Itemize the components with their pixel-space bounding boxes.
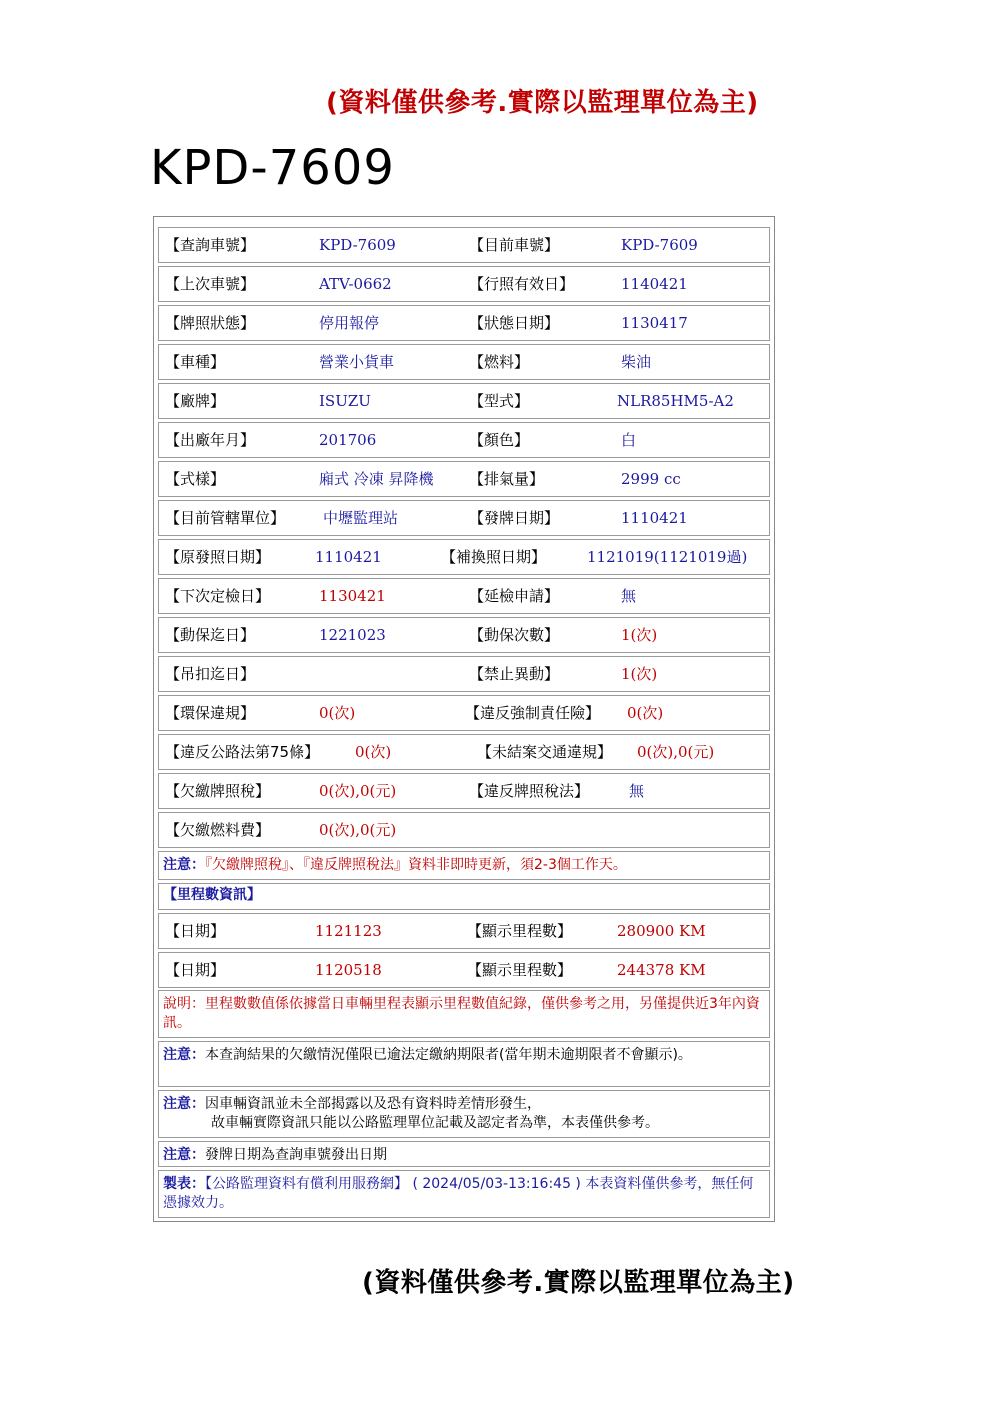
field-value: 停用報停 bbox=[319, 314, 380, 332]
field-label: 【動保迄日】 bbox=[165, 626, 256, 644]
field-value: 0(次),0(元) bbox=[637, 743, 715, 761]
field-value: 營業小貨車 bbox=[319, 353, 395, 371]
field-label: 【違反公路法第75條】 bbox=[165, 743, 320, 761]
mileage-section-header bbox=[158, 883, 770, 910]
field-value: 1121019(1121019過) bbox=[587, 548, 748, 566]
field-value: 0(次) bbox=[319, 704, 356, 722]
field-label: 【查詢車號】 bbox=[165, 236, 256, 254]
field-value: 廂式 冷凍 昇降機 bbox=[319, 470, 434, 488]
field-label: 【違反強制責任險】 bbox=[465, 704, 601, 722]
note-head: 注意： bbox=[163, 1147, 205, 1163]
field-label: 【排氣量】 bbox=[469, 470, 545, 488]
field-value: 白 bbox=[621, 431, 637, 449]
field-label: 【顯示里程數】 bbox=[467, 961, 573, 979]
field-label: 【牌照狀態】 bbox=[165, 314, 256, 332]
field-value: 1130417 bbox=[621, 314, 688, 332]
table-row bbox=[158, 578, 770, 614]
field-label: 【未結案交通違規】 bbox=[477, 743, 613, 761]
footer-head: 製表： bbox=[163, 1176, 205, 1192]
note-body: 『欠繳牌照稅』、『違反牌照稅法』資料非即時更新，須2-3個工作天。 bbox=[205, 857, 627, 873]
field-value: 1(次) bbox=[621, 665, 658, 683]
field-value: 1221023 bbox=[319, 626, 386, 644]
field-value: 柴油 bbox=[621, 353, 652, 371]
top-disclaimer: (資料僅供參考.實際以監理單位為主) bbox=[326, 88, 759, 118]
field-label: 【補換照日期】 bbox=[441, 548, 547, 566]
field-value: KPD-7609 bbox=[621, 236, 698, 254]
field-value: 1121123 bbox=[315, 922, 382, 940]
note-head: 注意： bbox=[163, 1047, 205, 1063]
field-label: 【上次車號】 bbox=[165, 275, 256, 293]
field-label: 【禁止異動】 bbox=[469, 665, 560, 683]
field-value: ATV-0662 bbox=[319, 275, 392, 293]
bottom-disclaimer: (資料僅供參考.實際以監理單位為主) bbox=[362, 1268, 795, 1298]
field-label: 【車種】 bbox=[165, 353, 226, 371]
field-label: 【行照有效日】 bbox=[469, 275, 575, 293]
field-label: 【顯示里程數】 bbox=[467, 922, 573, 940]
note-head: 注意： bbox=[163, 857, 205, 873]
table-row bbox=[158, 617, 770, 653]
note-line: 發牌日期為查詢車號發出日期 bbox=[205, 1147, 387, 1163]
field-label: 【動保次數】 bbox=[469, 626, 560, 644]
field-label: 【欠繳燃料費】 bbox=[165, 821, 271, 839]
section-title: 【里程數資訊】 bbox=[163, 887, 261, 903]
field-value: 0(次) bbox=[355, 743, 392, 761]
tax-note bbox=[158, 851, 770, 880]
field-value: 280900 KM bbox=[617, 922, 706, 940]
field-label: 【型式】 bbox=[469, 392, 530, 410]
note-3 bbox=[158, 1141, 770, 1167]
note-1 bbox=[158, 1041, 770, 1087]
field-value: 1(次) bbox=[621, 626, 658, 644]
field-value: 0(次) bbox=[627, 704, 664, 722]
field-value: 1130421 bbox=[319, 587, 386, 605]
table-row bbox=[158, 695, 770, 731]
field-label: 【下次定檢日】 bbox=[165, 587, 271, 605]
field-value: 2999 cc bbox=[621, 470, 681, 488]
table-row bbox=[158, 500, 770, 536]
table-row bbox=[158, 227, 770, 263]
field-label: 【廠牌】 bbox=[165, 392, 226, 410]
table-row bbox=[158, 656, 770, 692]
field-label: 【原發照日期】 bbox=[165, 548, 271, 566]
table-row bbox=[158, 734, 770, 770]
field-value: 無 bbox=[621, 587, 637, 605]
field-value: 1120518 bbox=[315, 961, 382, 979]
footer-body: 【公路監理資料有償利用服務網】 ( 2024/05/03-13:16:45 ) 本表資料僅供參考，無任何憑據效力。 bbox=[163, 1176, 754, 1211]
field-label: 【燃料】 bbox=[469, 353, 530, 371]
note-2 bbox=[158, 1090, 770, 1138]
field-value: 1110421 bbox=[621, 509, 688, 527]
mileage-note bbox=[158, 990, 770, 1038]
field-value: ISUZU bbox=[319, 392, 371, 410]
mileage-row bbox=[158, 952, 770, 988]
mileage-row bbox=[158, 913, 770, 949]
table-row bbox=[158, 305, 770, 341]
note-head: 注意： bbox=[163, 1096, 205, 1112]
table-row bbox=[158, 422, 770, 458]
field-label: 【日期】 bbox=[165, 961, 226, 979]
field-value: 1140421 bbox=[621, 275, 688, 293]
field-value: NLR85HM5-A2 bbox=[617, 392, 734, 410]
field-label: 【目前車號】 bbox=[469, 236, 560, 254]
field-value: 無 bbox=[629, 782, 645, 800]
field-value: 0(次),0(元) bbox=[319, 782, 397, 800]
field-label: 【日期】 bbox=[165, 922, 226, 940]
field-label: 【環保違規】 bbox=[165, 704, 256, 722]
field-value: 201706 bbox=[319, 431, 377, 449]
field-label: 【目前管轄單位】 bbox=[165, 509, 286, 527]
field-label: 【顏色】 bbox=[469, 431, 530, 449]
field-value: 中壢監理站 bbox=[323, 509, 399, 527]
note-line: 因車輛資訊並未全部揭露以及恐有資料時差情形發生， bbox=[205, 1096, 541, 1112]
note-line: 故車輛實際資訊只能以公路監理單位記載及認定者為準，本表僅供參考。 bbox=[211, 1115, 659, 1131]
field-label: 【吊扣迄日】 bbox=[165, 665, 256, 683]
mileage-note-text: 說明：里程數數值係依據當日車輛里程表顯示里程數值紀錄，僅供參考之用，另僅提供近3年內資訊。 bbox=[163, 996, 760, 1031]
footer-note bbox=[158, 1170, 770, 1218]
field-label: 【發牌日期】 bbox=[469, 509, 560, 527]
field-value: 244378 KM bbox=[617, 961, 706, 979]
field-label: 【欠繳牌照稅】 bbox=[165, 782, 271, 800]
table-row bbox=[158, 266, 770, 302]
table-row bbox=[158, 461, 770, 497]
vehicle-report-table bbox=[153, 216, 775, 1222]
table-row bbox=[158, 344, 770, 380]
field-value: 0(次),0(元) bbox=[319, 821, 397, 839]
field-label: 【式樣】 bbox=[165, 470, 226, 488]
field-label: 【違反牌照稅法】 bbox=[469, 782, 590, 800]
field-label: 【狀態日期】 bbox=[469, 314, 560, 332]
field-value: KPD-7609 bbox=[319, 236, 396, 254]
table-row bbox=[158, 773, 770, 809]
table-row bbox=[158, 539, 770, 575]
table-row bbox=[158, 383, 770, 419]
field-label: 【出廠年月】 bbox=[165, 431, 256, 449]
field-label: 【延檢申請】 bbox=[469, 587, 560, 605]
plate-title: KPD-7609 bbox=[150, 140, 395, 196]
field-value: 1110421 bbox=[315, 548, 382, 566]
table-row bbox=[158, 812, 770, 848]
note-line: 本查詢結果的欠繳情況僅限已逾法定繳納期限者(當年期未逾期限者不會顯示)。 bbox=[205, 1047, 692, 1063]
